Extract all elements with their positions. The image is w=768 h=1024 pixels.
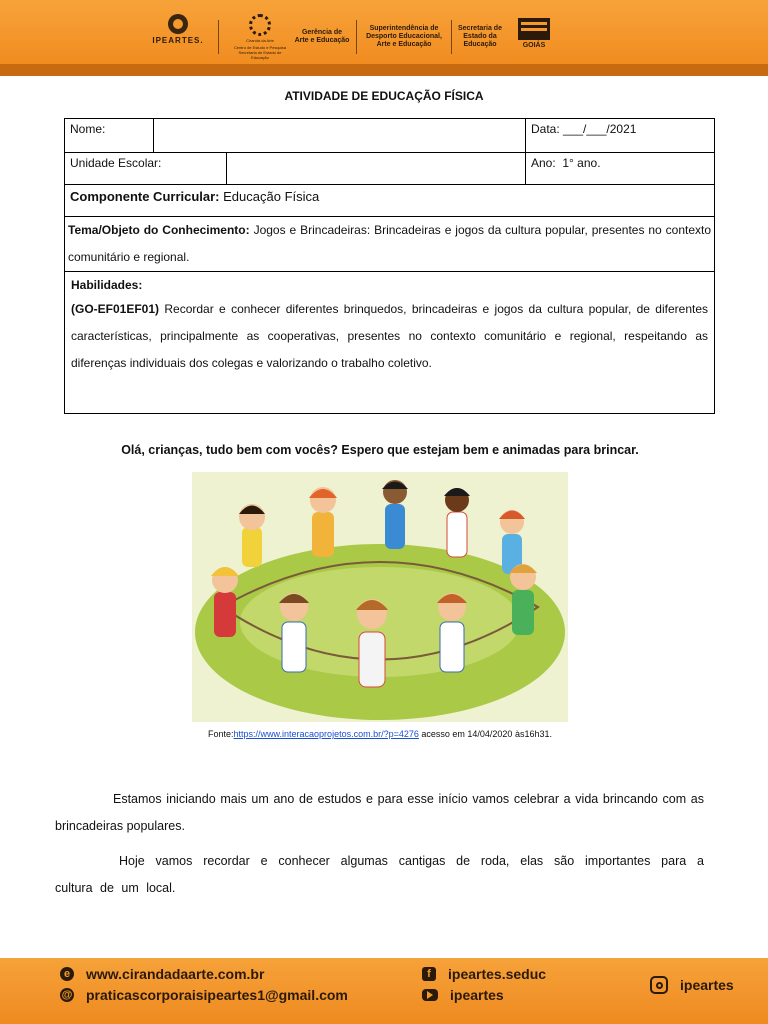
ciranda-ring-icon <box>249 14 271 36</box>
child <box>444 488 470 557</box>
email-icon: @ <box>61 989 73 1001</box>
componente-label: Componente Curricular: <box>70 189 220 204</box>
child <box>437 593 467 672</box>
unidade-field[interactable] <box>227 153 526 185</box>
facebook-icon: f <box>422 967 436 981</box>
facebook-text: ipeartes.seduc <box>448 966 547 982</box>
ipeartes-logo-text: IPEARTES. <box>152 36 204 45</box>
child <box>382 480 408 549</box>
tema-value: Jogos e Brincadeiras: Brincadeiras e jogos da cultura popular, presentes no contexto comunitário e regional. <box>68 223 712 264</box>
youtube-text: ipeartes <box>450 987 504 1003</box>
ciranda-logo-text: Ciranda da Arte <box>246 38 274 43</box>
ciranda-logo-subtext: Centro de Estudo e Pesquisa Secretaria de Estado de Educação <box>233 45 287 60</box>
footer-youtube[interactable] <box>422 987 504 1003</box>
children-circle-illustration <box>192 472 568 722</box>
habilidades-label: Habilidades: <box>71 278 143 292</box>
ano-cell <box>526 153 715 185</box>
header-divider <box>356 20 357 54</box>
ano-label: Ano: <box>531 156 556 170</box>
componente-value: Educação Física <box>223 189 320 204</box>
footer-website[interactable] <box>60 966 264 982</box>
goias-logo-text: GOIÁS <box>522 42 546 49</box>
ipeartes-logo-icon <box>168 14 188 34</box>
ano-value: 1° ano. <box>562 156 601 170</box>
tema-label: Tema/Objeto do Conhecimento: <box>68 223 250 237</box>
footer-instagram[interactable] <box>650 976 734 994</box>
child <box>509 564 537 635</box>
footer-email[interactable] <box>60 987 348 1003</box>
header-divider <box>218 20 219 54</box>
child <box>356 599 388 687</box>
nome-field[interactable] <box>154 119 526 153</box>
nome-label: Nome: <box>70 122 106 136</box>
source-suffix: acesso em 14/04/2020 às16h31. <box>418 729 552 739</box>
student-info-table <box>64 118 715 414</box>
componente-cell <box>65 185 715 217</box>
ipeartes-logo <box>150 14 206 58</box>
child <box>309 487 337 557</box>
source-prefix: Fonte: <box>208 729 234 739</box>
goias-logo <box>514 14 554 58</box>
header-strip <box>0 64 768 76</box>
unidade-label-cell <box>65 153 227 185</box>
email-text: praticascorporaisipeartes1@gmail.com <box>86 987 348 1003</box>
image-source-caption <box>0 729 760 739</box>
habilidades-text: Recordar e conhecer diferentes brinquedos, brincadeiras e jogos da cultura popular, de diferentes características, principalmente as cooperativas, presentes no contexto comunitário e regional, respeitando as diferenças individuais dos colegas e valorizando o trabalho coletivo. <box>71 302 709 370</box>
superintendencia-text: Superintendência de Desporto Educacional, Arte e Educação <box>366 25 442 48</box>
data-value: ___/___/2021 <box>563 122 637 136</box>
data-cell[interactable] <box>526 119 715 153</box>
data-label: Data: <box>531 122 560 136</box>
child <box>211 567 239 637</box>
ciranda-logo <box>232 14 288 58</box>
secretaria-text: Secretaria de Estado da Educação <box>458 25 502 48</box>
web-icon: e <box>60 967 74 981</box>
youtube-icon <box>422 989 438 1001</box>
intro-paragraph: Estamos iniciando mais um ano de estudos e para esse início vamos celebrar a vida brincando com as brincadeiras populares. <box>55 792 704 833</box>
child <box>239 504 265 567</box>
website-text: www.cirandadaarte.com.br <box>86 966 265 982</box>
greeting-text: Olá, crianças, tudo bem com vocês? Espero que estejam bem e animadas para brincar. <box>121 443 639 457</box>
gerencia-text: Gerência de Arte e Educação <box>294 29 350 44</box>
page-header <box>0 0 768 70</box>
unidade-label: Unidade Escolar: <box>70 156 162 170</box>
document-title: ATIVIDADE DE EDUCAÇÃO FÍSICA <box>284 89 484 103</box>
child <box>279 593 309 672</box>
page-footer <box>0 958 768 1024</box>
instagram-icon <box>650 976 668 994</box>
habilidades-code: (GO-EF01EF01) <box>71 302 160 316</box>
goias-flag-icon <box>518 18 550 40</box>
footer-facebook[interactable] <box>422 966 546 982</box>
cantigas-paragraph: Hoje vamos recordar e conhecer algumas cantigas de roda, elas são importantes para a cultura de um local. <box>55 854 704 895</box>
habilidades-cell <box>65 272 715 414</box>
instagram-text: ipeartes <box>680 977 734 993</box>
source-link[interactable]: https://www.interacaoprojetos.com.br/?p=4276 <box>233 729 419 739</box>
tema-cell <box>65 217 715 272</box>
nome-label-cell <box>65 119 154 153</box>
